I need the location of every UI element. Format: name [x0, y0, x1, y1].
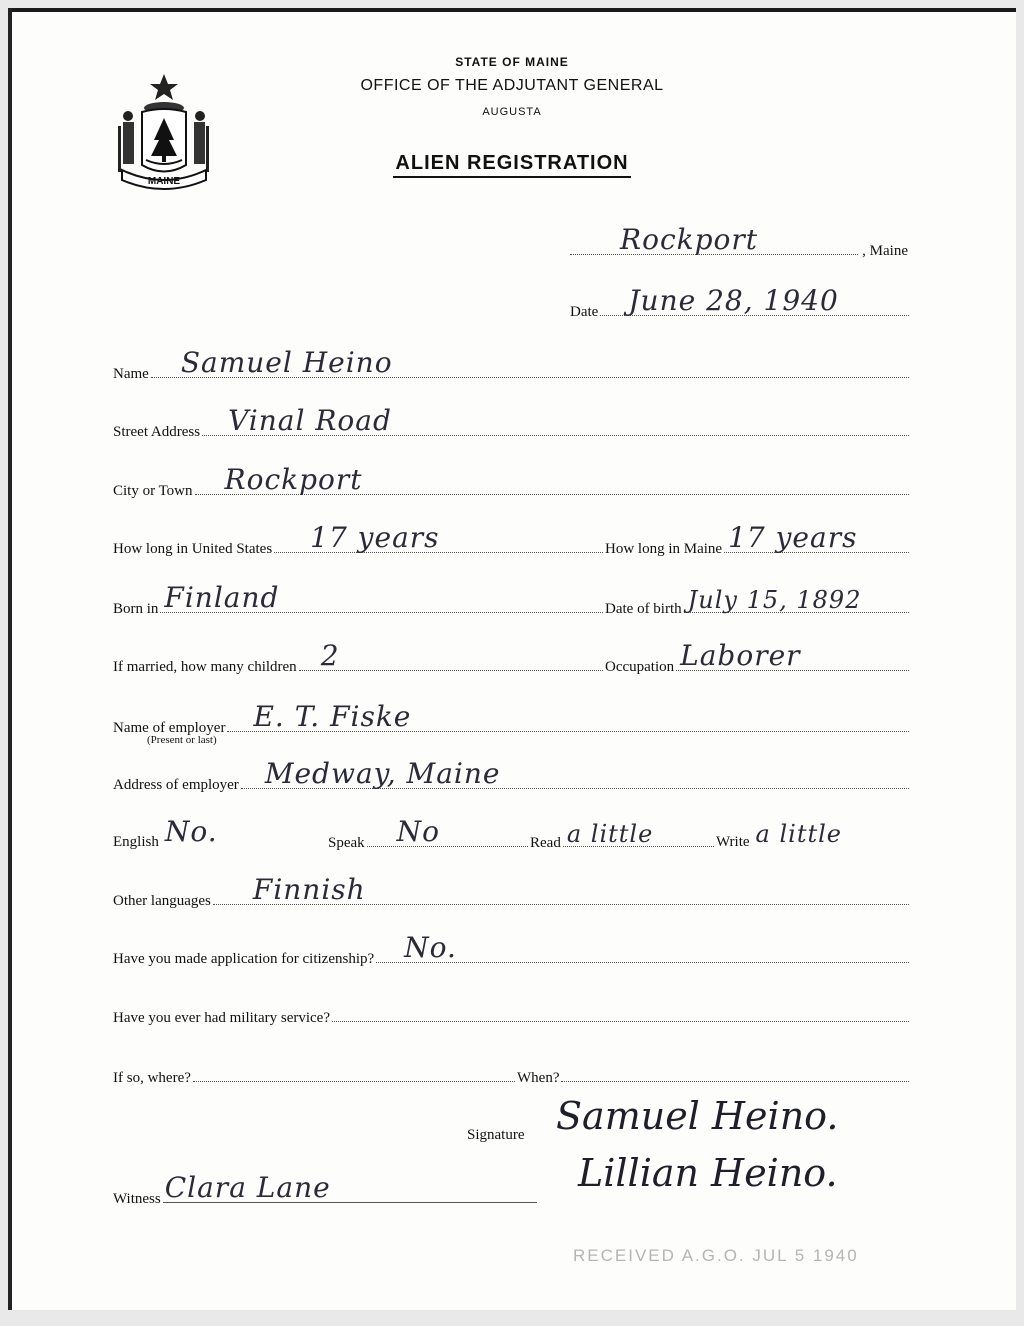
scan-edge-left — [8, 8, 12, 1310]
english-value: No. — [164, 815, 218, 848]
english-label: English — [113, 834, 159, 850]
us-duration-label: How long in United States — [113, 541, 273, 557]
dob-field[interactable] — [684, 586, 909, 614]
seal-banner-text: MAINE — [147, 176, 181, 187]
employer-value: E. T. Fiske — [253, 700, 412, 733]
when-label: When? — [517, 1070, 560, 1086]
employer-sublabel: (Present or last) — [147, 734, 217, 746]
born-row — [113, 581, 603, 618]
military-label: Have you ever had military service? — [113, 1010, 330, 1026]
children-value: 2 — [320, 639, 340, 672]
read-value: a little — [566, 820, 654, 848]
employer-address-row — [113, 757, 909, 794]
witness-field[interactable] — [163, 1171, 537, 1204]
speak-field[interactable] — [367, 815, 528, 848]
other-languages-value: Finnish — [252, 873, 366, 906]
read-label: Read — [530, 835, 561, 851]
military-row — [113, 1007, 909, 1027]
street-value: Vinal Road — [228, 404, 392, 437]
place-field[interactable] — [570, 223, 858, 256]
citizenship-field[interactable] — [376, 931, 909, 964]
name-label: Name — [113, 366, 149, 382]
employer-address-value: Medway, Maine — [264, 757, 501, 790]
witness-label: Witness — [113, 1191, 161, 1207]
when-field[interactable] — [561, 1067, 909, 1082]
us-duration-row — [113, 521, 603, 558]
place-suffix: , Maine — [862, 243, 908, 259]
other-languages-label: Other languages — [113, 893, 211, 909]
city-value: Rockport — [224, 463, 363, 496]
dob-label: Date of birth — [605, 601, 682, 617]
street-label: Street Address — [113, 424, 201, 440]
name-row — [113, 346, 909, 383]
date-row — [570, 284, 909, 321]
second-signature: Lillian Heino. — [578, 1151, 838, 1195]
children-label: If married, how many children — [113, 659, 297, 675]
occupation-label: Occupation — [605, 659, 675, 675]
born-field[interactable] — [160, 581, 603, 614]
occupation-value: Laborer — [680, 639, 801, 672]
header-state: STATE OF MAINE — [455, 55, 569, 69]
city-label: City or Town — [113, 483, 193, 499]
speak-label: Speak — [328, 835, 365, 851]
citizenship-row — [113, 931, 909, 968]
employer-label: Name of employer — [113, 720, 226, 736]
employer-field[interactable] — [227, 700, 909, 733]
witness-row — [113, 1171, 537, 1208]
write-field[interactable] — [752, 820, 909, 848]
maine-duration-field[interactable] — [724, 521, 909, 554]
employer-row — [113, 700, 909, 737]
employer-address-field[interactable] — [241, 757, 909, 790]
english-row — [113, 815, 321, 851]
street-field[interactable] — [202, 404, 909, 437]
where-row — [113, 1067, 515, 1087]
city-field[interactable] — [195, 463, 909, 496]
write-row — [716, 820, 909, 851]
name-value: Samuel Heino — [180, 346, 393, 379]
street-row — [113, 404, 909, 441]
received-stamp: RECEIVED A.G.O. JUL 5 1940 — [573, 1246, 859, 1265]
signature-label: Signature — [467, 1127, 525, 1143]
date-label: Date — [570, 304, 599, 320]
maine-duration-label: How long in Maine — [605, 541, 723, 557]
military-field[interactable] — [332, 1007, 909, 1022]
place-value: Rockport — [620, 223, 759, 256]
form-title: ALIEN REGISTRATION — [8, 152, 1016, 175]
other-languages-row — [113, 873, 909, 910]
name-field[interactable] — [151, 346, 909, 379]
born-label: Born in — [113, 601, 159, 617]
speak-value: No — [396, 815, 441, 848]
occupation-row — [605, 639, 909, 676]
city-row — [113, 463, 909, 500]
where-field[interactable] — [193, 1067, 515, 1082]
witness-value: Clara Lane — [164, 1171, 331, 1204]
scan-edge-top — [8, 8, 1016, 12]
speak-row — [328, 815, 528, 852]
where-label: If so, where? — [113, 1070, 191, 1086]
when-row — [517, 1067, 909, 1087]
born-value: Finland — [164, 581, 280, 614]
dob-row — [605, 586, 909, 618]
read-field[interactable] — [563, 820, 714, 848]
other-languages-field[interactable] — [213, 873, 909, 906]
read-row — [530, 820, 714, 852]
header-city: AUGUSTA — [482, 106, 542, 118]
occupation-field[interactable] — [676, 639, 909, 672]
citizenship-label: Have you made application for citizenship? — [113, 951, 375, 967]
write-label: Write — [716, 834, 750, 850]
signature-value: Samuel Heino. — [556, 1094, 839, 1138]
children-row — [113, 639, 603, 676]
employer-address-label: Address of employer — [113, 777, 239, 793]
header-office: OFFICE OF THE ADJUTANT GENERAL — [360, 77, 664, 94]
english-field[interactable] — [161, 815, 321, 848]
maine-duration-value: 17 years — [728, 521, 858, 554]
children-field[interactable] — [299, 639, 603, 672]
maine-duration-row — [605, 521, 909, 558]
us-duration-field[interactable] — [274, 521, 603, 554]
citizenship-value: No. — [404, 931, 457, 964]
date-field[interactable] — [600, 284, 909, 317]
date-value: June 28, 1940 — [628, 284, 839, 317]
registration-form — [8, 8, 1016, 1310]
dob-value: July 15, 1892 — [687, 586, 862, 614]
us-duration-value: 17 years — [310, 521, 440, 554]
place-row — [568, 223, 908, 260]
write-value: a little — [755, 820, 843, 848]
